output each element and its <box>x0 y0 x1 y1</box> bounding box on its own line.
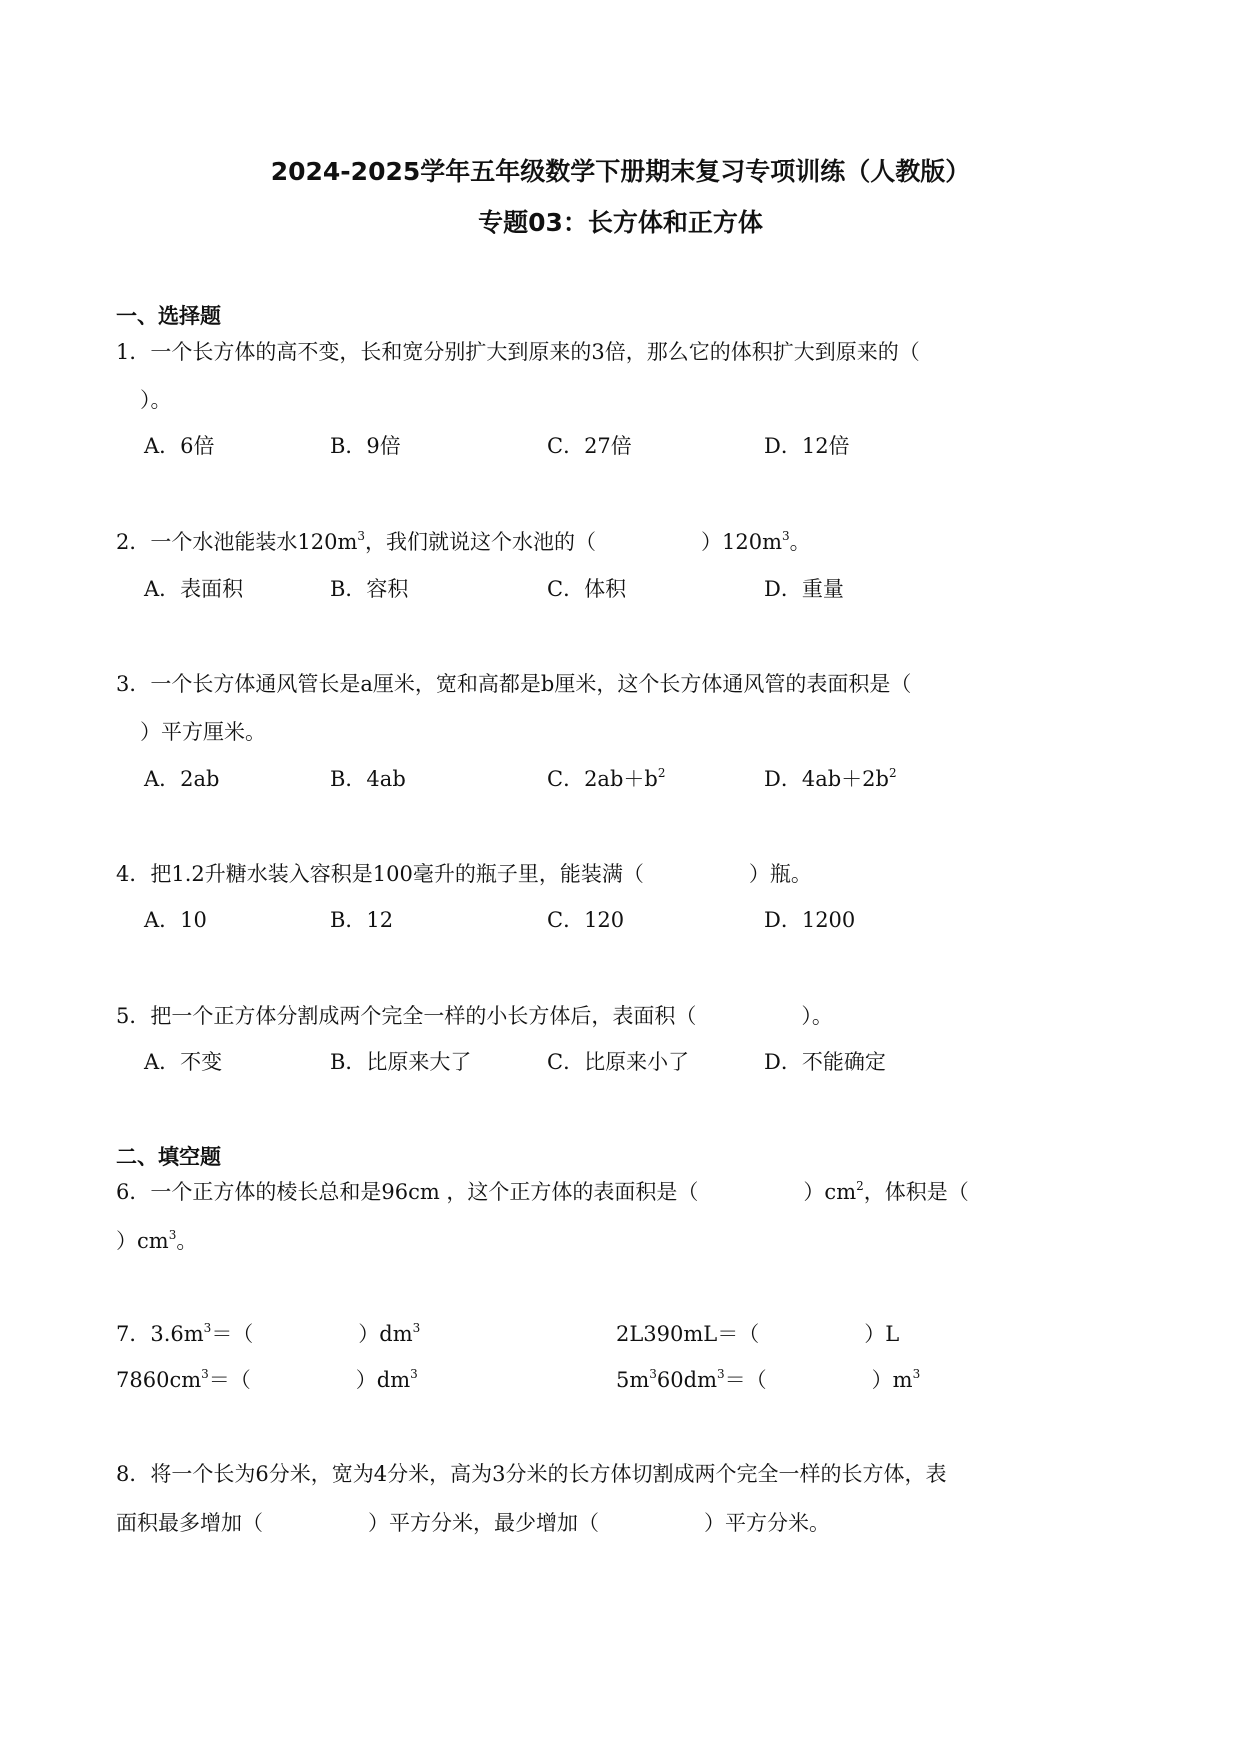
q5-option-d: D．不能确定 <box>764 1050 886 1074</box>
question-4-text: 4．把1.2升糖水装入容积是100毫升的瓶子里，能装满（ ）瓶。 <box>116 862 812 886</box>
q4-option-b: B．12 <box>330 908 394 932</box>
q2-option-a: A．表面积 <box>144 577 244 601</box>
question-7-item-2: 2L390mL＝（ ）L <box>616 1322 900 1346</box>
question-8-text-cont: 面积最多增加（ ）平方分米，最少增加（ ）平方分米。 <box>116 1511 830 1535</box>
q1-option-c: C．27倍 <box>547 434 632 458</box>
q2-option-b: B．容积 <box>330 577 409 601</box>
question-1-text-cont: ）。 <box>140 388 172 412</box>
q3-option-a: A．2ab <box>144 767 220 791</box>
question-6-text-cont: ）$cm^3$。 <box>116 1228 198 1253</box>
question-1-text: 1．一个长方体的高不变，长和宽分别扩大到原来的3倍，那么它的体积扩大到原来的（ <box>116 340 920 364</box>
q1-option-d: D．12倍 <box>764 434 850 458</box>
q2-option-c: C．体积 <box>547 577 627 601</box>
q4-option-d: D．1200 <box>764 908 856 932</box>
q4-option-c: C．120 <box>547 908 625 932</box>
q3-option-d: D．$4ab+2b^2$ <box>764 766 897 791</box>
document-title: 2024-2025学年五年级数学下册期末复习专项训练（人教版） <box>270 157 971 186</box>
question-8-text: 8．将一个长为6分米，宽为4分米，高为3分米的长方体切割成两个完全一样的长方体，表 <box>116 1462 947 1486</box>
question-7-item-3: $7860cm^3=$（ ）$dm^3$ <box>116 1367 418 1392</box>
q1-option-a: A．6倍 <box>144 434 215 458</box>
section-heading-fill: 二、填空题 <box>116 1145 221 1169</box>
q5-option-a: A．不变 <box>144 1050 223 1074</box>
q5-option-c: C．比原来小了 <box>547 1050 690 1074</box>
question-6-text: 6．一个正方体的棱长总和是96cm ，这个正方体的表面积是（ ）$cm^2$，体积是（ <box>116 1179 969 1204</box>
q3-option-c: C．$2ab+b^2$ <box>547 766 666 791</box>
question-7-item-4: $5m^360dm^3=$（ ）$m^3$ <box>616 1367 921 1392</box>
question-2-text: 2．一个水池能装水$120m^3$，我们就说这个水池的（ ）$120m^3$。 <box>116 529 811 554</box>
q5-option-b: B．比原来大了 <box>330 1050 472 1074</box>
document-subtitle: 专题03：长方体和正方体 <box>478 208 763 237</box>
question-3-text: 3．一个长方体通风管长是a厘米，宽和高都是b厘米，这个长方体通风管的表面积是（ <box>116 672 912 696</box>
q2-option-d: D．重量 <box>764 577 844 601</box>
q4-option-a: A．10 <box>144 908 207 932</box>
question-7-item-1: 7．$3.6m^3=$（ ）$dm^3$ <box>116 1321 421 1346</box>
section-heading-choice: 一、选择题 <box>116 304 221 328</box>
q1-option-b: B．9倍 <box>330 434 401 458</box>
q3-option-b: B．4ab <box>330 767 406 791</box>
question-3-text-cont: ）平方厘米。 <box>140 720 266 744</box>
question-5-text: 5．把一个正方体分割成两个完全一样的小长方体后，表面积（ ）。 <box>116 1004 833 1028</box>
